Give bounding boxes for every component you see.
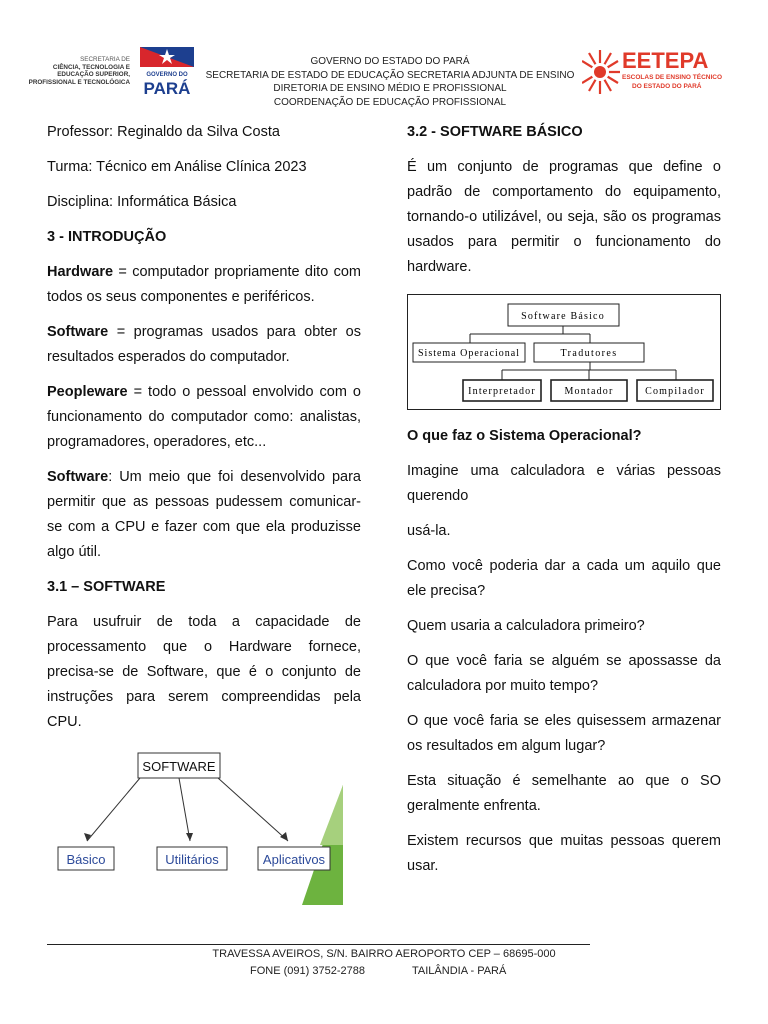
turma-line: Turma: Técnico em Análise Clínica 2023 (47, 159, 307, 175)
left-column (47, 120, 361, 735)
aplicativos-label: Aplicativos (262, 852, 326, 867)
right-column-top (407, 120, 721, 280)
so-paragraph-4: Quem usaria a calculadora primeiro? (407, 618, 645, 634)
basico-label: Básico (66, 852, 106, 867)
arrow-utilitarios (179, 778, 190, 841)
software-basico-root-label: Software Básico (521, 311, 605, 322)
so-question-heading: O que faz o Sistema Operacional? (407, 428, 642, 444)
software-diagram (40, 745, 345, 907)
eetepa-logo (582, 46, 722, 98)
intro-heading: 3 - INTRODUÇÃO (47, 229, 167, 245)
software-basico-diagram (407, 294, 721, 410)
eetepa-line2: DO ESTADO DO PARÁ (632, 83, 702, 90)
so-paragraph-7: Esta situação é semelhante ao que o SO geralmente enfrenta. (407, 773, 721, 814)
secretaria-logo-text: SECRETARIA DE CIÊNCIA, TECNOLOGIA E EDUCAÇÃO SUPERIOR, PROFISSIONAL E TECNOLÓGICA (28, 56, 130, 86)
software-root-label: SOFTWARE (142, 759, 216, 774)
header-institution: GOVERNO DO ESTADO DO PARÁ SECRETARIA DE ESTADO DE EDUCAÇÃO SECRETARIA ADJUNTA DE ENSINO DIRETORIA DE ENSINO MÉDIO E PROFISSIONAL COORDENAÇÃO DE EDUCAÇÃO PROFISSIONAL (205, 56, 575, 108)
montador-label: Montador (564, 386, 614, 397)
right-column-bottom (407, 424, 721, 879)
peopleware-definition: Peopleware = todo o pessoal envolvido com o funcionamento do computador como: analistas, programadores, operadores, etc... (47, 384, 361, 450)
so-paragraph-6: O que você faria se eles quisessem armazenar os resultados em algum lugar? (407, 713, 721, 754)
footer-city: TAILÂNDIA - PARÁ (412, 965, 507, 977)
footer-address: TRAVESSA AVEIROS, S/N. BAIRRO AEROPORTO CEP – 68695-000 (212, 948, 556, 960)
interpretador-label: Interpretador (468, 386, 536, 397)
governo-para-logo (136, 45, 198, 97)
eetepa-word: EETEPA (622, 48, 709, 73)
so-label: Sistema Operacional (417, 348, 521, 359)
software-basico-heading: 3.2 - SOFTWARE BÁSICO (407, 124, 583, 140)
eetepa-line1: ESCOLAS DE ENSINO TÉCNICO (622, 74, 722, 81)
para-text: PARÁ (143, 79, 191, 97)
footer-divider (47, 944, 590, 945)
disciplina-line: Disciplina: Informática Básica (47, 194, 237, 210)
arrow-basico (87, 778, 140, 841)
hardware-definition: Hardware = computador propriamente dito com todos os seus componentes e periféricos. (47, 264, 361, 305)
software-basico-paragraph: É um conjunto de programas que define o padrão de comportamento do equipamento, tornando-o utilizável, ou seja, são os programas usados para permitir o funcionamento do hardware. (407, 159, 721, 275)
software-heading: 3.1 – SOFTWARE (47, 579, 166, 595)
tradutores-label: Tradutores (560, 348, 618, 359)
utilitarios-label: Utilitários (165, 852, 219, 867)
arrow-aplicativos (218, 778, 288, 841)
so-paragraph-8: Existem recursos que muitas pessoas querem usar. (407, 833, 721, 874)
professor-line: Professor: Reginaldo da Silva Costa (47, 124, 280, 140)
green-accent-light (320, 785, 343, 845)
software-definition: Software = programas usados para obter os resultados esperados do computador. (47, 324, 361, 365)
so-paragraph-3: Como você poderia dar a cada um aquilo que ele precisa? (407, 558, 721, 599)
so-paragraph-1: Imagine uma calculadora e várias pessoas querendo (407, 463, 721, 504)
so-paragraph-5: O que você faria se alguém se apossasse da calculadora por muito tempo? (407, 653, 721, 694)
governo-do-text: GOVERNO DO (146, 72, 188, 78)
footer-phone: FONE (091) 3752-2788 (250, 965, 365, 977)
software-paragraph: Para usufruir de toda a capacidade de processamento que o Hardware fornece, precisa-se de Software, que é o conjunto de instruções para serem compreendidas pela CPU. (47, 614, 361, 730)
compilador-label: Compilador (645, 386, 705, 397)
software-meaning: Software: Um meio que foi desenvolvido para permitir que as pessoas pudessem comunicar-se com a CPU e fazer com que ela produzisse algo útil. (47, 469, 361, 560)
so-paragraph-2: usá-la. (407, 523, 451, 539)
